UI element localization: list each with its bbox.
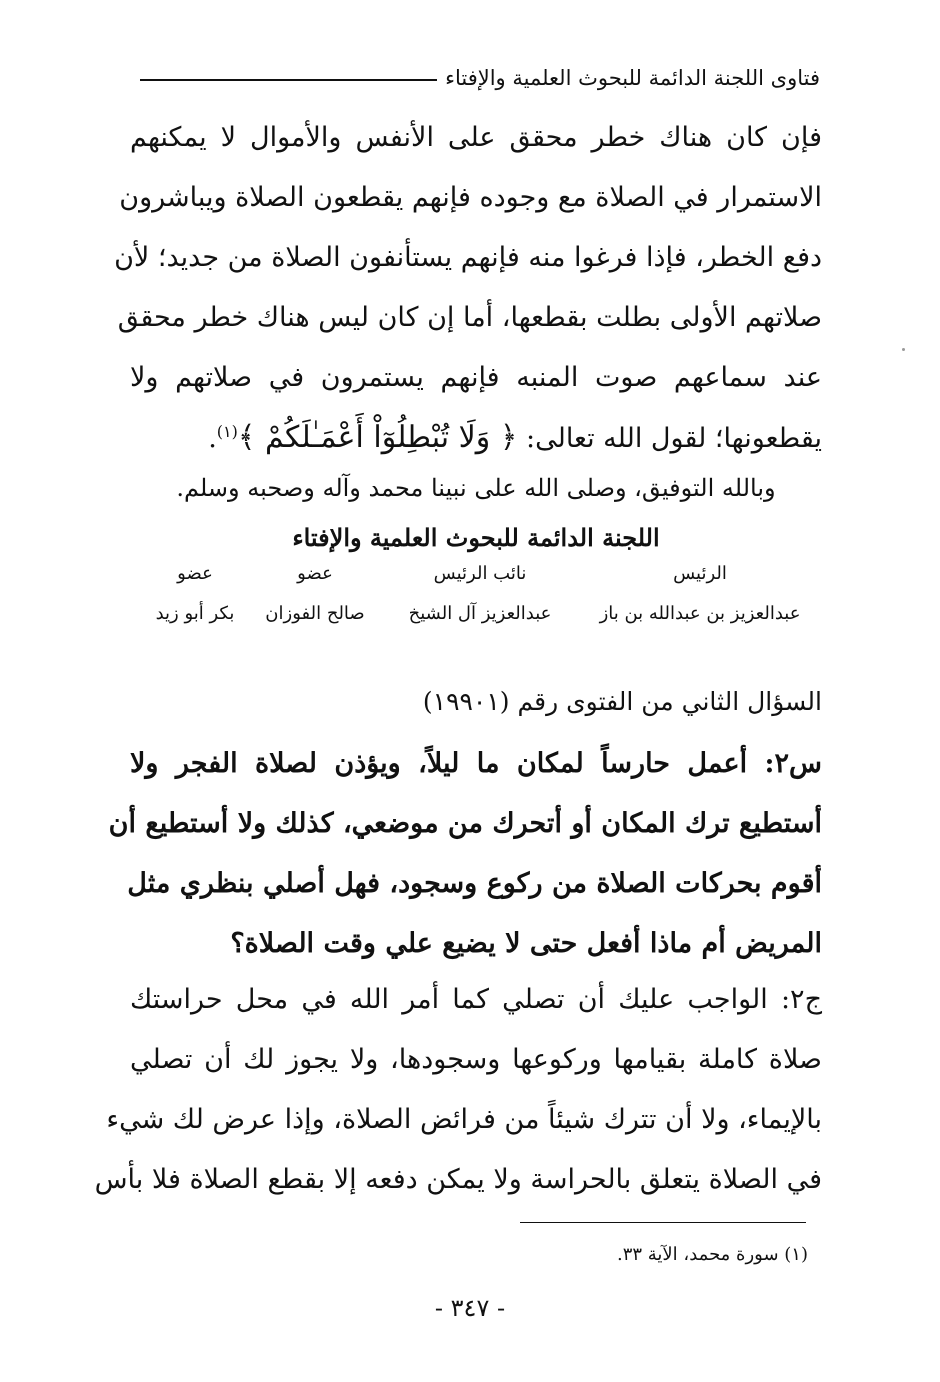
answer-line: صلاة كاملة بقيامها وركوعها وسجودها، ولا يجوز لك أن تصلي bbox=[130, 1044, 822, 1075]
answer-line: بالإيماء، ولا أن تترك شيئاً من فرائض الصلاة، وإذا عرض لك شيء bbox=[106, 1104, 822, 1135]
question-line: أقوم بحركات الصلاة من ركوع وسجود، فهل أصلي بنظري مثل bbox=[127, 868, 822, 899]
signatory-name: صالح الفوزان bbox=[265, 603, 365, 624]
running-title: فتاوى اللجنة الدائمة للبحوث العلمية والإفتاء bbox=[445, 66, 820, 90]
signatory-names bbox=[140, 603, 810, 624]
page-number: - ٣٤٧ - bbox=[434, 1294, 506, 1322]
footnote: (١) سورة محمد، الآية ٣٣. bbox=[616, 1244, 808, 1265]
closing-formula: وبالله التوفيق، وصلى الله على نبينا محمد وآله وصحبه وسلم. bbox=[176, 474, 776, 502]
signatory-role: نائب الرئيس bbox=[433, 563, 527, 584]
question-line: س٢: أعمل حارساً لمكان ما ليلاً، ويؤذن لصلاة الفجر ولا bbox=[130, 748, 822, 779]
answer-continuation bbox=[114, 108, 822, 468]
signatory-role: الرئيس bbox=[673, 563, 727, 584]
answer-line: ج٢: الواجب عليك أن تصلي كما أمر الله في محل حراستك bbox=[130, 984, 822, 1015]
signatory-role: عضو bbox=[177, 563, 213, 584]
quran-verse: ﴿ وَلَا تُبْطِلُوٓاْ أَعْمَـٰلَكُمْ ﴾ bbox=[237, 420, 518, 455]
signatory-name: عبدالعزيز بن عبدالله بن باز bbox=[599, 603, 801, 624]
answer-line: في الصلاة يتعلق بالحراسة ولا يمكن دفعه إلا بقطع الصلاة فلا بأس bbox=[94, 1164, 822, 1195]
signatory-role: عضو bbox=[297, 563, 333, 584]
question-heading: السؤال الثاني من الفتوى رقم (١٩٩٠١) bbox=[422, 687, 822, 716]
answer-line-prefix: يقطعونها؛ لقول الله تعالى: bbox=[526, 423, 822, 454]
footnote-rule bbox=[520, 1222, 806, 1223]
running-header bbox=[140, 58, 820, 98]
question-line: المريض أم ماذا أفعل حتى لا يضيع علي وقت الصلاة؟ bbox=[230, 928, 822, 959]
answer-text bbox=[94, 970, 822, 1210]
answer-line: صلاتهم الأولى بطلت بقطعها، أما إن كان ليس هناك خطر محقق bbox=[117, 302, 822, 333]
header-rule bbox=[140, 79, 437, 81]
committee-name: اللجنة الدائمة للبحوث العلمية والإفتاء bbox=[292, 523, 660, 552]
signatory-roles bbox=[140, 563, 810, 584]
signatory-name: بكر أبو زيد bbox=[155, 603, 235, 624]
answer-line-suffix: . bbox=[208, 423, 217, 454]
question-text bbox=[108, 734, 822, 974]
signatory-name: عبدالعزيز آل الشيخ bbox=[408, 603, 552, 624]
answer-line-with-verse bbox=[130, 408, 822, 468]
answer-line: فإن كان هناك خطر محقق على الأنفس والأموال لا يمكنهم bbox=[130, 122, 822, 153]
question-line: أستطيع ترك المكان أو أتحرك من موضعي، كذلك ولا أستطيع أن bbox=[108, 808, 822, 839]
answer-line: عند سماعهم صوت المنبه فإنهم يستمرون في صلاتهم ولا bbox=[130, 362, 822, 393]
scan-speck bbox=[902, 348, 905, 351]
answer-line: دفع الخطر، فإذا فرغوا منه فإنهم يستأنفون الصلاة من جديد؛ لأن bbox=[114, 242, 822, 273]
footnote-reference: (١) bbox=[216, 422, 238, 441]
answer-line: الاستمرار في الصلاة مع وجوده فإنهم يقطعون الصلاة ويباشرون bbox=[119, 182, 822, 213]
